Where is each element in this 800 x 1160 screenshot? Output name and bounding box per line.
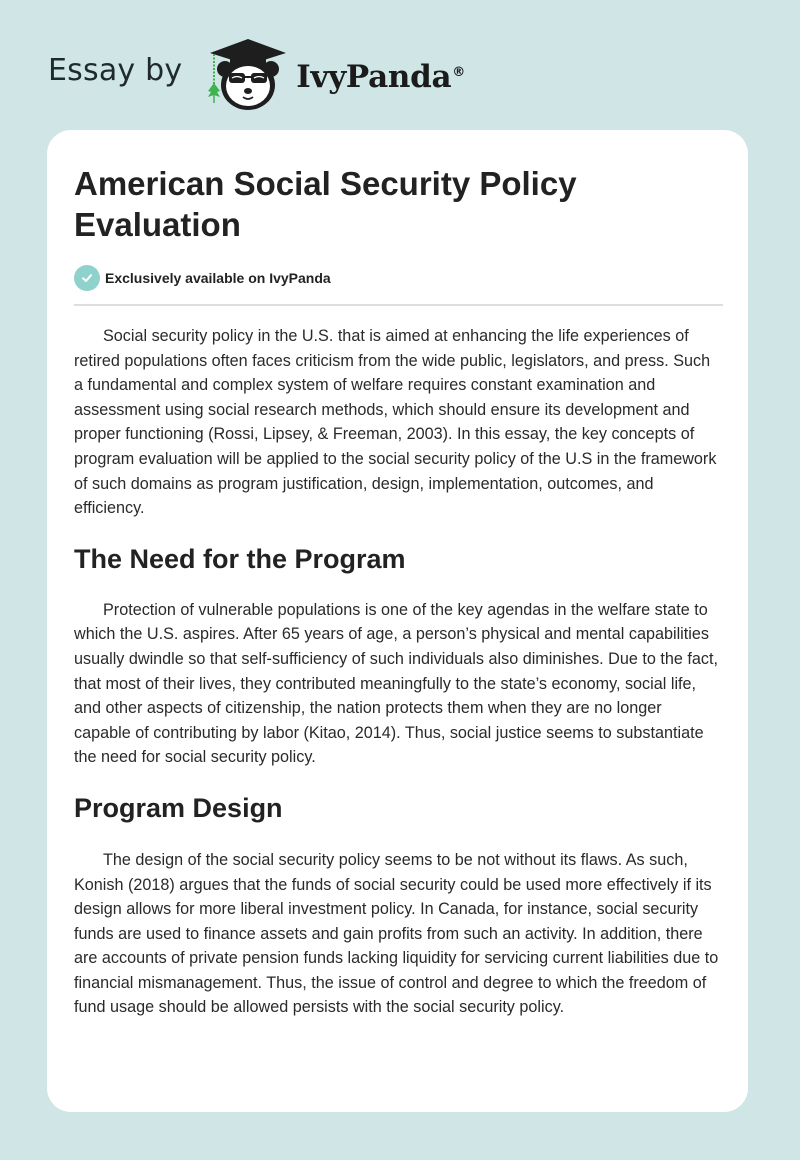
panda-graduation-cap-icon[interactable] [200,35,292,113]
essay-title: American Social Security Policy Evaluation [74,165,577,243]
site-header [48,34,465,114]
brand-text: IvyPanda [296,59,452,95]
intro-paragraph: Social security policy in the U.S. that is aimed at enhancing the life experiences of retired populations often faces criticism from the wide public, legislators, and press. Such a fundamental and complex system of welfare requires constant examination and assessment using social research methods, which should ensure its development and proper functioning (Rossi, Lipsey, & Freeman, 2003). In this essay, the key concepts of program evaluation will be applied to the social security policy of the U.S in the framework of such domains as program justification, design, implementation, outcomes, and efficiency. [74,327,717,518]
check-circle-icon [74,265,100,291]
title-divider [74,304,723,306]
section-heading-need: The Need for the Program [74,543,406,574]
section-paragraph-need: Protection of vulnerable populations is one of the key agendas in the welfare state to which the U.S. aspires. After 65 years of age, a person’s physical and mental capabilities usually dwindle so that self-sufficiency of such individuals also diminishes. Due to the fact, that most of their lives, they contributed meaningfully to the state’s economy, social life, and other aspects of citizenship, the nation protects them when they are no longer capable of contributing by labor (Kitao, 2014). Thus, social justice seems to substantiate the need for social security policy. [74,600,718,767]
registered-mark: ® [452,64,465,80]
essay-by-label: Essay by [48,52,183,88]
essay-card [47,130,748,1112]
section-paragraph-design: The design of the social security policy seems to be not without its flaws. As such, Konish (2018) argues that the funds of social security could be used more effectively if its design allows for more liberal investment policy. In Canada, for instance, social security funds are used to finance assets and gain profits from such an activity. In addition, there are accounts of private pension funds lacking liquidity for servicing current liabilities due to financial mismanagement. Thus, the issue of control and degree to which the freedom of fund usage should be allowed persists with the social security policy. [74,850,719,1017]
exclusive-badge [74,265,722,291]
section-heading-design: Program Design [74,792,283,823]
exclusive-label: Exclusively available on IvyPanda [105,270,331,286]
essay-content [74,130,722,1020]
brand-name[interactable] [296,59,465,95]
